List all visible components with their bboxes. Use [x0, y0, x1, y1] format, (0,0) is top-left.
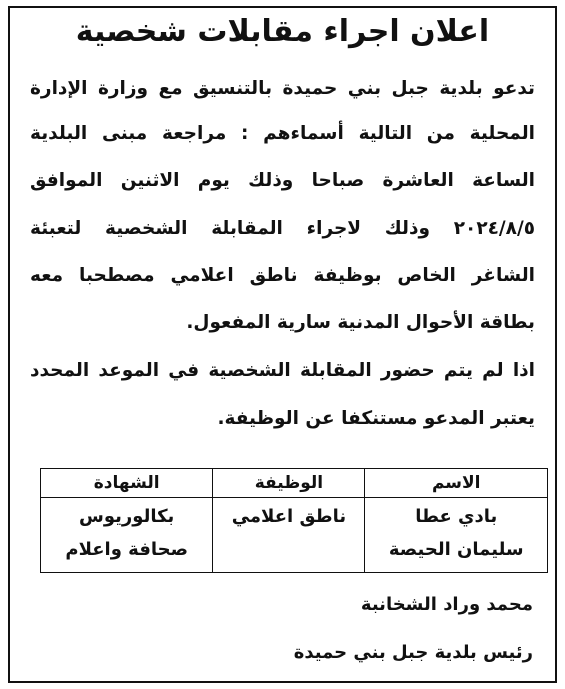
header-name: الاسم [365, 469, 548, 498]
cell-job [213, 498, 365, 573]
notice-line-1: اذا لم يتم حضور المقابلة الشخصية في الموعد المحدد [30, 360, 535, 381]
cell-degree-line-2: صحافة واعلام [65, 539, 188, 560]
paragraph-line-6: بطاقة الأحوال المدنية سارية المفعول. [186, 312, 535, 333]
cell-name-line-2: سليمان الحيصة [388, 539, 524, 560]
candidates-table [40, 468, 548, 573]
notice-line-2: يعتبر المدعو مستنكفا عن الوظيفة. [217, 408, 535, 429]
header-job: الوظيفة [213, 469, 365, 498]
cell-name-line-1: بادي عطا [415, 506, 498, 527]
signatory-name: محمد وراد الشخانبة [360, 594, 533, 615]
header-degree: الشهادة [41, 469, 213, 498]
paragraph-line-2: المحلية من التالية أسماءهم : مراجعة مبنى البلدية [30, 123, 535, 144]
paragraph-line-5: الشاغر الخاص بوظيفة ناطق اعلامي مصطحبا معه [30, 265, 535, 286]
table-row [41, 498, 548, 573]
cell-degree-line-1: بكالوريوس [79, 506, 175, 527]
cell-job-line-1: ناطق اعلامي [231, 506, 347, 527]
paragraph-line-3: الساعة العاشرة صباحا وذلك يوم الاثنين الموافق [30, 170, 535, 191]
paragraph-line-4: ٢٠٢٤/٨/٥ وذلك لاجراء المقابلة الشخصية لتعبئة [30, 218, 535, 239]
paragraph-line-1: تدعو بلدية جبل بني حميدة بالتنسيق مع وزارة الإدارة [30, 78, 535, 99]
signatory-position: رئيس بلدية جبل بني حميدة [293, 642, 533, 663]
announcement-frame [8, 6, 557, 683]
table-header-row [41, 469, 548, 498]
cell-name [365, 498, 548, 573]
cell-degree [41, 498, 213, 573]
announcement-title: اعلان اجراء مقابلات شخصية [75, 14, 490, 49]
